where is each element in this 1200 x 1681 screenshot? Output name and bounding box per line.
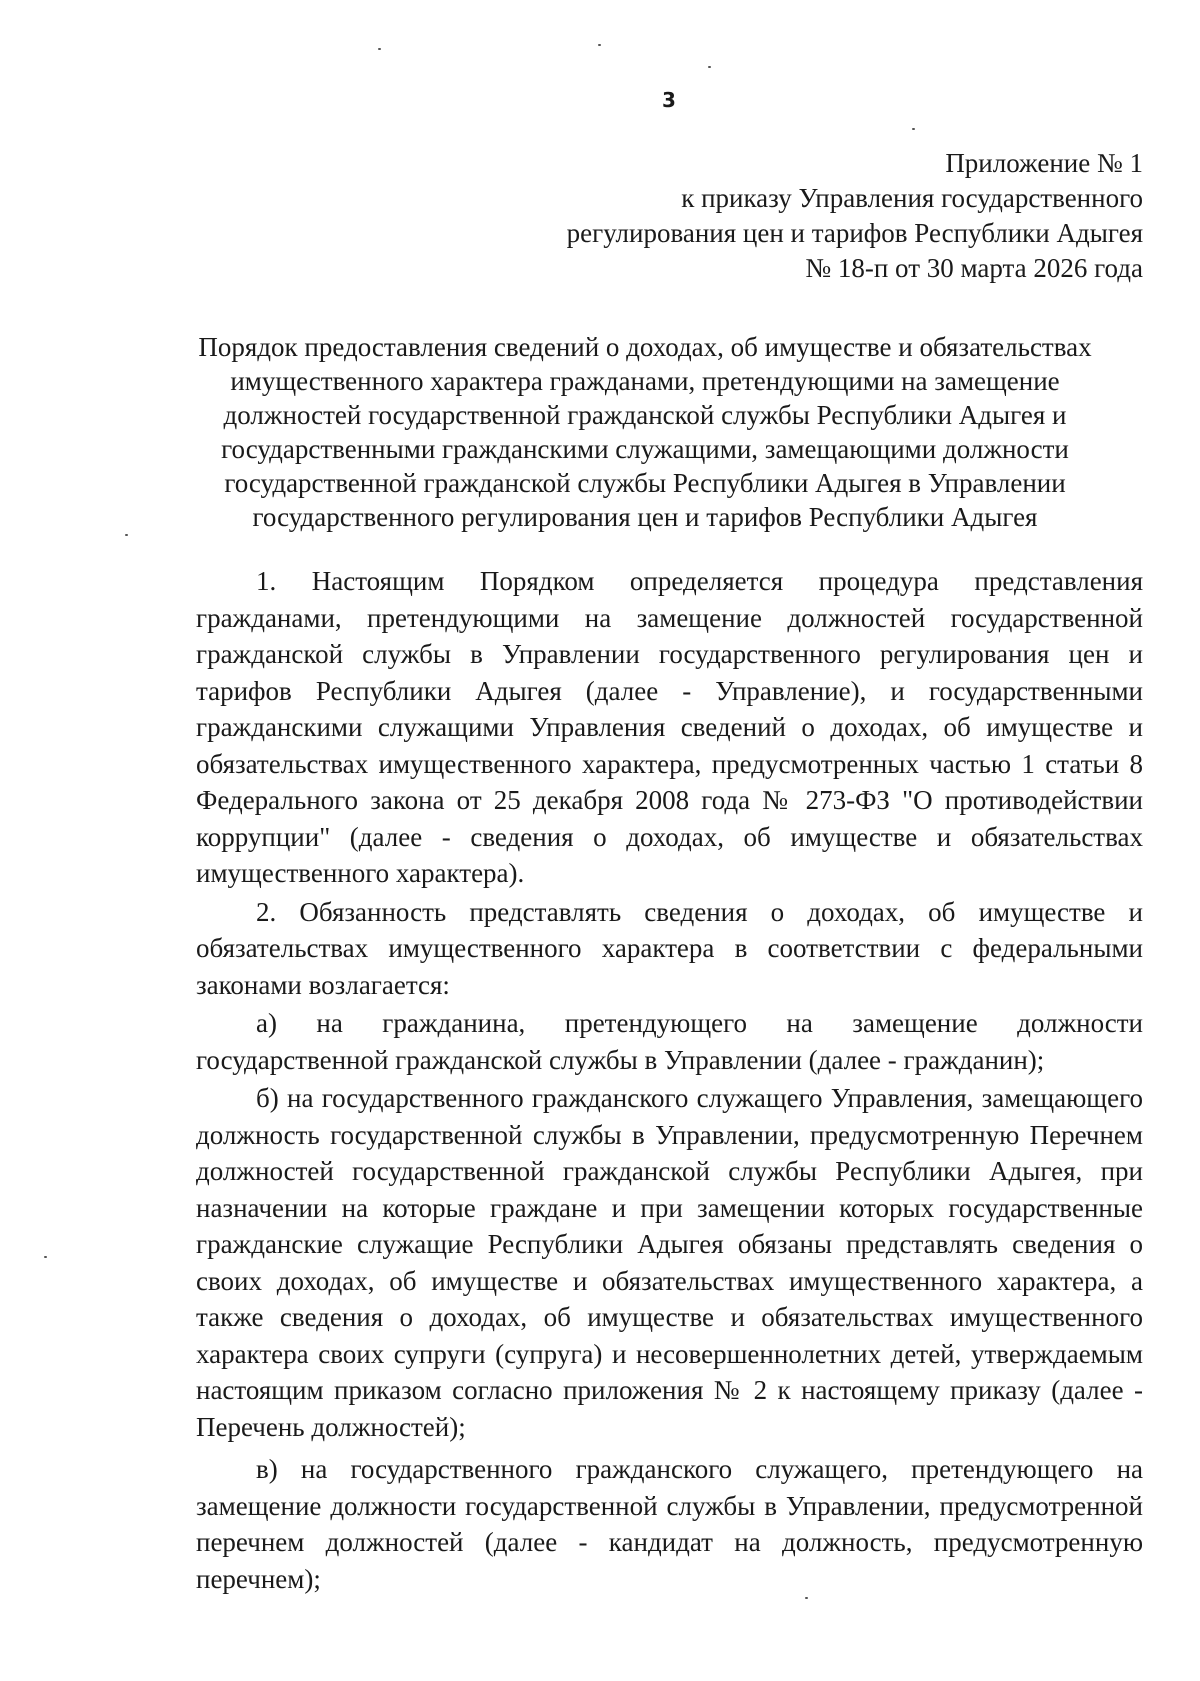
appendix-line: к приказу Управления государственного xyxy=(681,183,1143,213)
scan-speck xyxy=(44,1256,47,1258)
title-line: государственными гражданскими служащими, замещающими должности xyxy=(221,434,1069,464)
page-number: 3 xyxy=(662,88,676,112)
appendix-line: Приложение № 1 xyxy=(945,148,1143,178)
document-title xyxy=(150,330,1140,534)
appendix-line: № 18-п от 30 марта 2026 года xyxy=(805,253,1143,283)
title-line: имущественного характера гражданами, претендующими на замещение xyxy=(230,366,1060,396)
title-line: должностей государственной гражданской службы Республики Адыгея и xyxy=(223,400,1067,430)
scan-speck xyxy=(708,66,711,68)
paragraph-2a: а) на гражданина, претендующего на замещение должности государственной гражданской службы в Управлении (далее - гражданин); xyxy=(196,1008,1143,1075)
paragraph-1: 1. Настоящим Порядком определяется процедура представления гражданами, претендующими на замещение должностей государственной гражданской службы в Управлении государственного регулирования цен и тарифов Республики Адыгея (далее - Управление), и государственными гражданскими служащими Управления сведений о доходах, об имуществе и обязательствах имущественного характера, предусмотренных частью 1 статьи 8 Федерального закона от 25 декабря 2008 года № 273-ФЗ "О противодействии коррупции" (далее - сведения о доходах, об имуществе и обязательствах имущественного характера). xyxy=(196,566,1143,888)
title-line: Порядок предоставления сведений о доходах, об имуществе и обязательствах xyxy=(198,332,1092,362)
scan-speck xyxy=(125,534,128,536)
paragraph-2b: б) на государственного гражданского служащего Управления, замещающего должность государственной службы в Управлении, предусмотренную Перечнем должностей государственной гражданской службы Республики Адыгея, при назначении на которые граждане и при замещении которых государственные гражданские служащие Республики Адыгея обязаны представлять сведения о своих доходах, об имуществе и обязательствах имущественного характера, а также сведения о доходах, об имуществе и обязательствах имущественного характера своих супруги (супруга) и несовершеннолетних детей, утверждаемым настоящим приказом согласно приложения № 2 к настоящему приказу (далее - Перечень должностей); xyxy=(196,1083,1143,1442)
scan-speck xyxy=(378,48,381,50)
paragraph-2: 2. Обязанность представлять сведения о доходах, об имуществе и обязательствах имущественного характера в соответствии с федеральными законами возлагается: xyxy=(196,896,1143,1000)
title-line: государственной гражданской службы Республики Адыгея в Управлении xyxy=(224,468,1066,498)
appendix-header xyxy=(443,146,1143,286)
scan-speck xyxy=(805,1597,808,1599)
title-line: государственного регулирования цен и тарифов Республики Адыгея xyxy=(252,502,1038,532)
document-body xyxy=(196,563,1143,1597)
scan-speck xyxy=(912,128,915,130)
scan-speck xyxy=(598,44,601,46)
paragraph-2v: в) на государственного гражданского служащего, претендующего на замещение должности государственной службы в Управлении, предусмотренной перечнем должностей (далее - кандидат на должность, предусмотренную перечнем); xyxy=(196,1454,1143,1594)
appendix-line: регулирования цен и тарифов Республики Адыгея xyxy=(566,218,1143,248)
